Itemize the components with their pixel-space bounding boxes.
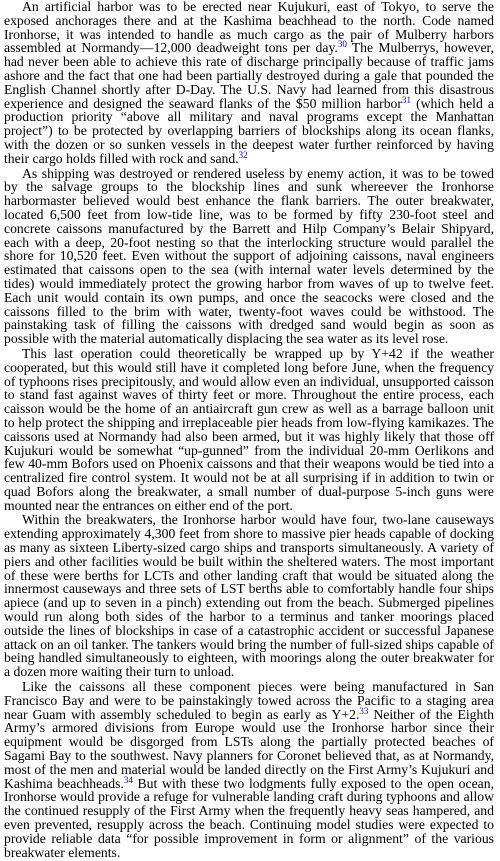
- footnote-reference-link[interactable]: 34: [123, 774, 133, 785]
- body-paragraph: [4, 347, 494, 513]
- paragraph-text: Neither of the Eighth Army’s armored divisions from Europe would use the Ironhorse harbor since their equipment would be disgorged from LSTs along the partially protected beaches of Sagami Bay to the southwest. Navy planners for Coronet believed that, as at Normandy, most of the men and material would be landed directly on the First Army’s Kujukuri and Kashima beachheads.: [4, 706, 494, 791]
- body-paragraph: [4, 513, 494, 679]
- body-paragraph: [4, 680, 494, 859]
- footnote-reference-link[interactable]: 31: [401, 94, 411, 105]
- paragraph-text: (which held a production priority “above all military and naval programs except the Manhattan project”) to be protected by overlapping barriers of blockships along its ocean flanks, with the dozen or so sunken vessels in the deepest water further reinforced by having their cargo holds filled with rock and sand.: [4, 95, 494, 166]
- footnote-reference-link[interactable]: 30: [337, 39, 347, 50]
- body-paragraph: [4, 0, 494, 166]
- footnote-reference-link[interactable]: 32: [238, 149, 248, 160]
- paragraph-text: Within the breakwaters, the Ironhorse harbor would have four, two-lane causeways extending approximately 4,300 feet from shore to massive pier heads capable of docking as many as sixteen Liberty-sized cargo ships and transports simultaneously. A variety of piers and other facilities would be built within the sheltered waters. The most important of these were berths for LCTs and other landing craft that would be situated along the innermost causeways and three sets of LST berths able to comfortably handle four ships apiece (and up to seven in a pinch) extending out from the beach. Submerged pipelines would run along both sides of the harbor to a terminus and tanker moorings placed outside the lines of blockships in case of a catastrophic accident or successful Japanese attack on an oil tanker. The tankers would bring the number of full-sized ships capable of being handled simultaneously to eighteen, with moorings along the outer breakwater for a dozen more waiting their turn to unload.: [4, 512, 494, 680]
- paragraph-text: This last operation could theoretically be wrapped up by Y+42 if the weather cooperated, but this would still have it completed long before June, when the frequency of typhoons rises precipitously, and would allow even an individual, unsupported caisson to stand fast against waves of thirty feet or more. Throughout the entire process, each caisson would be the home of an antiaircraft gun crew as well as a barrage balloon unit to help protect the shipping and irreplaceable pier heads from low-flying kamikazes. The caissons used at Normandy had also been armed, but it was highly likely that those off Kujukuri would be somewhat “up-gunned” from the individual 20-mm Oerlikons and few 40-mm Bofors used on Phoenix caissons and that their weapons would be tied into a centralized fire control system. It would not be at all surprising if in addition to twin or quad Bofors along the breakwater, a small number of dual-purpose 5-inch guns were mounted near the entrances on either end of the port.: [4, 345, 494, 513]
- paragraph-text: Like the caissons all these component pieces were being manufactured in San Francisco Bay and were to be painstakingly towed across the Pacific to a staging area near Guam with assembly scheduled to begin as early as Y+2.: [4, 679, 494, 722]
- paragraph-text: As shipping was destroyed or rendered useless by enemy action, it was to be towed by the salvage groups to the blockship lines and sunk whereever the Ironhorse harbormaster believed would best enhance the flank barriers. The outer breakwater, located 6,500 feet from low-tide line, was to be formed by fifty 230-foot steel and concrete caissons manufactured by the Barrett and Hilp Company’s Belair Shipyard, each with a deep, 20-foot nesting so that the interlocking structure would parallel the shore for 10,520 feet. Even without the support of adjoining caissons, naval engineers estimated that caissons open to the sea (with internal water levels determined by the tides) would immediately protect the growing harbor from waves of up to twelve feet. Each unit would contain its own pumps, and once the seacocks were closed and the caissons filled to the brim with water, twenty-foot waves could be withstood. The painstaking task of filling the caissons with dredged sand would begin as soon as possible with the material automatically displacing the sea water as its level rose.: [4, 165, 494, 347]
- paragraph-text: But with these two lodgments fully exposed to the open ocean, Ironhorse would provide a refuge for vulnerable landing craft during typhoons and allow the continued resupply of the First Army when the frequently heavy seas hampered, and even prevented, resupply across the beach. Continuing model studies were expected to provide reliable data “for possible improvement in form or alignment” of the various breakwater elements.: [4, 775, 494, 860]
- paragraph-text: The Mulberrys, however, had never been able to achieve this rate of discharge principally because of traffic jams ashore and the fact that one had been partially destroyed during a gale that pounded the English Channel shortly after D-Day. The U.S. Navy had learned from this disastrous experience and designed the seaward flanks of the $50 million harbor: [4, 40, 494, 111]
- paragraph-text: An artificial harbor was to be erected near Kujukuri, east of Tokyo, to serve the exposed anchorages there and at the Kashima beachhead to the north. Code named Ironhorse, it was intended to handle as much cargo as the pair of Mulberry harbors assembled at Normandy—12,000 deadweight tons per day.: [4, 0, 494, 56]
- footnote-reference-link[interactable]: 33: [359, 705, 369, 716]
- body-paragraph: [4, 167, 494, 346]
